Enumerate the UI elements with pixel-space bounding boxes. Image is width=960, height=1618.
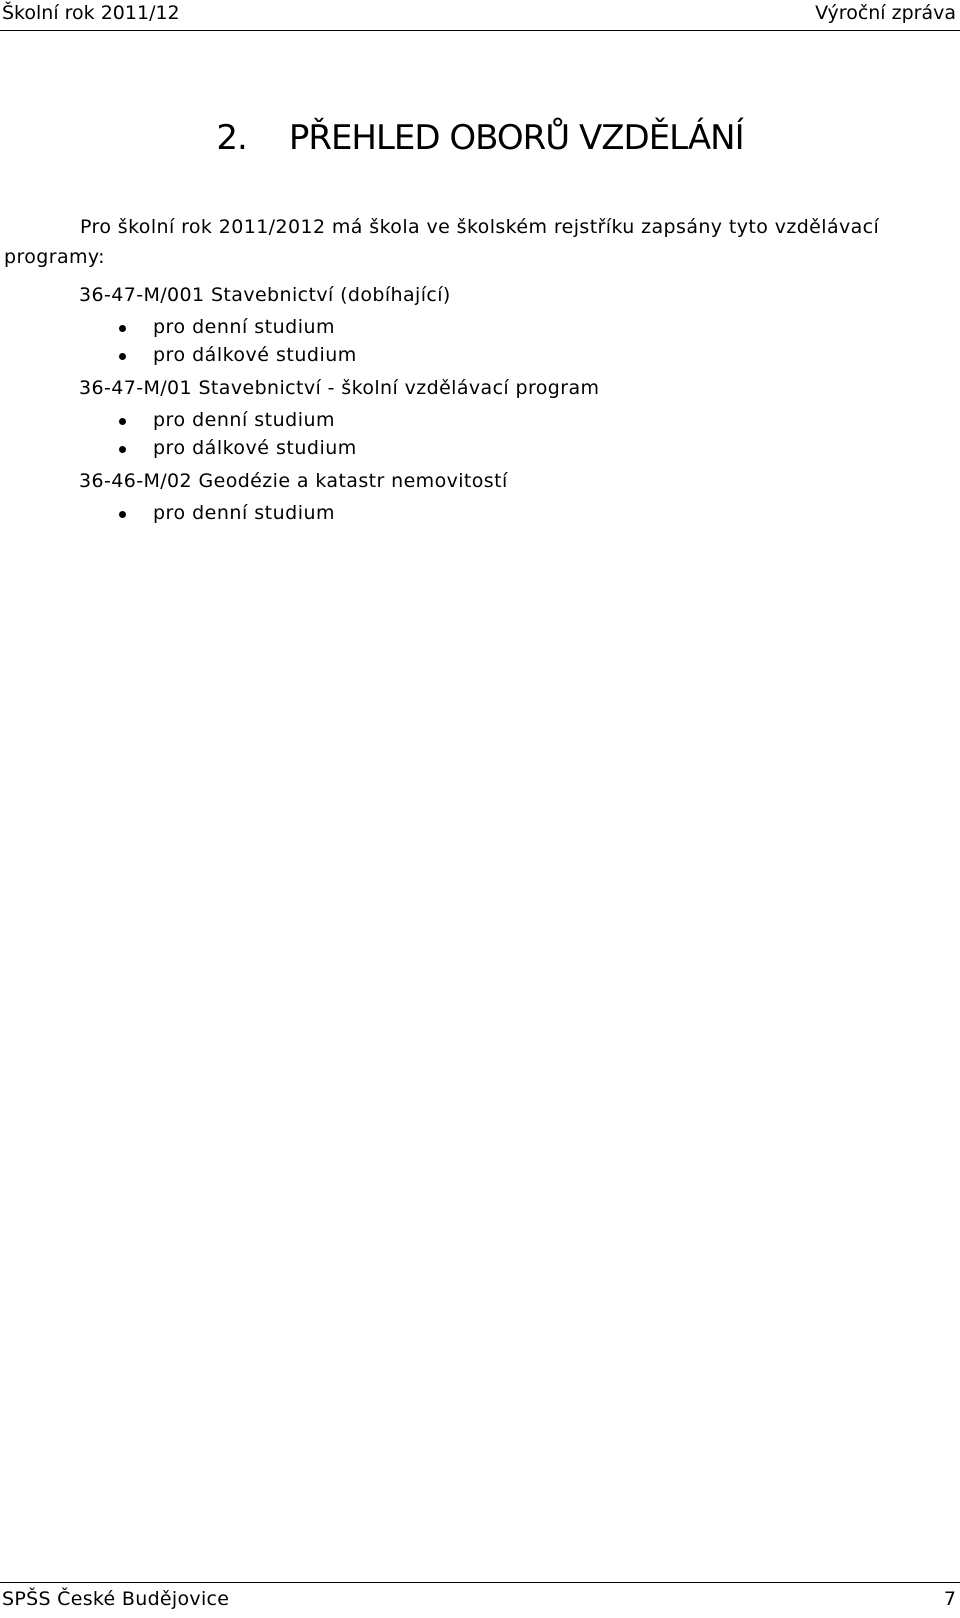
bullet-icon <box>119 446 126 453</box>
study-mode-item <box>79 434 939 462</box>
program-item <box>79 373 939 462</box>
chapter-number: 2. <box>216 118 247 158</box>
program-name: 36-47-M/001 Stavebnictví (dobíhající) <box>79 284 451 306</box>
study-mode-list <box>79 499 939 527</box>
page-number: 7 <box>943 1588 956 1610</box>
study-mode-item <box>79 341 939 369</box>
intro-paragraph: Pro školní rok 2011/2012 má škola ve školském rejstříku zapsány tyto vzdělávací programy: <box>4 216 880 268</box>
bullet-icon <box>119 511 126 518</box>
study-mode-item <box>79 406 939 434</box>
study-mode-label: pro denní studium <box>153 502 336 524</box>
report-title-label: Výroční zpráva <box>815 2 956 24</box>
page-header <box>0 0 960 31</box>
bullet-icon <box>119 418 126 425</box>
program-name: 36-47-M/01 Stavebnictví - školní vzdělávací program <box>79 377 600 399</box>
bullet-icon <box>119 325 126 332</box>
study-mode-list <box>79 313 939 369</box>
program-list <box>79 280 939 531</box>
study-mode-item <box>79 499 939 527</box>
study-mode-list <box>79 406 939 462</box>
chapter-title: PŘEHLED OBORŮ VZDĚLÁNÍ <box>288 118 744 158</box>
program-item <box>79 466 939 527</box>
school-year-label: Školní rok 2011/12 <box>2 2 180 24</box>
chapter-heading <box>0 118 960 158</box>
study-mode-label: pro denní studium <box>153 316 336 338</box>
page-footer <box>0 1582 960 1618</box>
study-mode-label: pro dálkové studium <box>153 437 357 459</box>
bullet-icon <box>119 353 126 360</box>
study-mode-label: pro dálkové studium <box>153 344 357 366</box>
study-mode-item <box>79 313 939 341</box>
program-name: 36-46-M/02 Geodézie a katastr nemovitostí <box>79 470 508 492</box>
school-name-label: SPŠS České Budějovice <box>2 1588 230 1610</box>
program-item <box>79 280 939 369</box>
study-mode-label: pro denní studium <box>153 409 336 431</box>
